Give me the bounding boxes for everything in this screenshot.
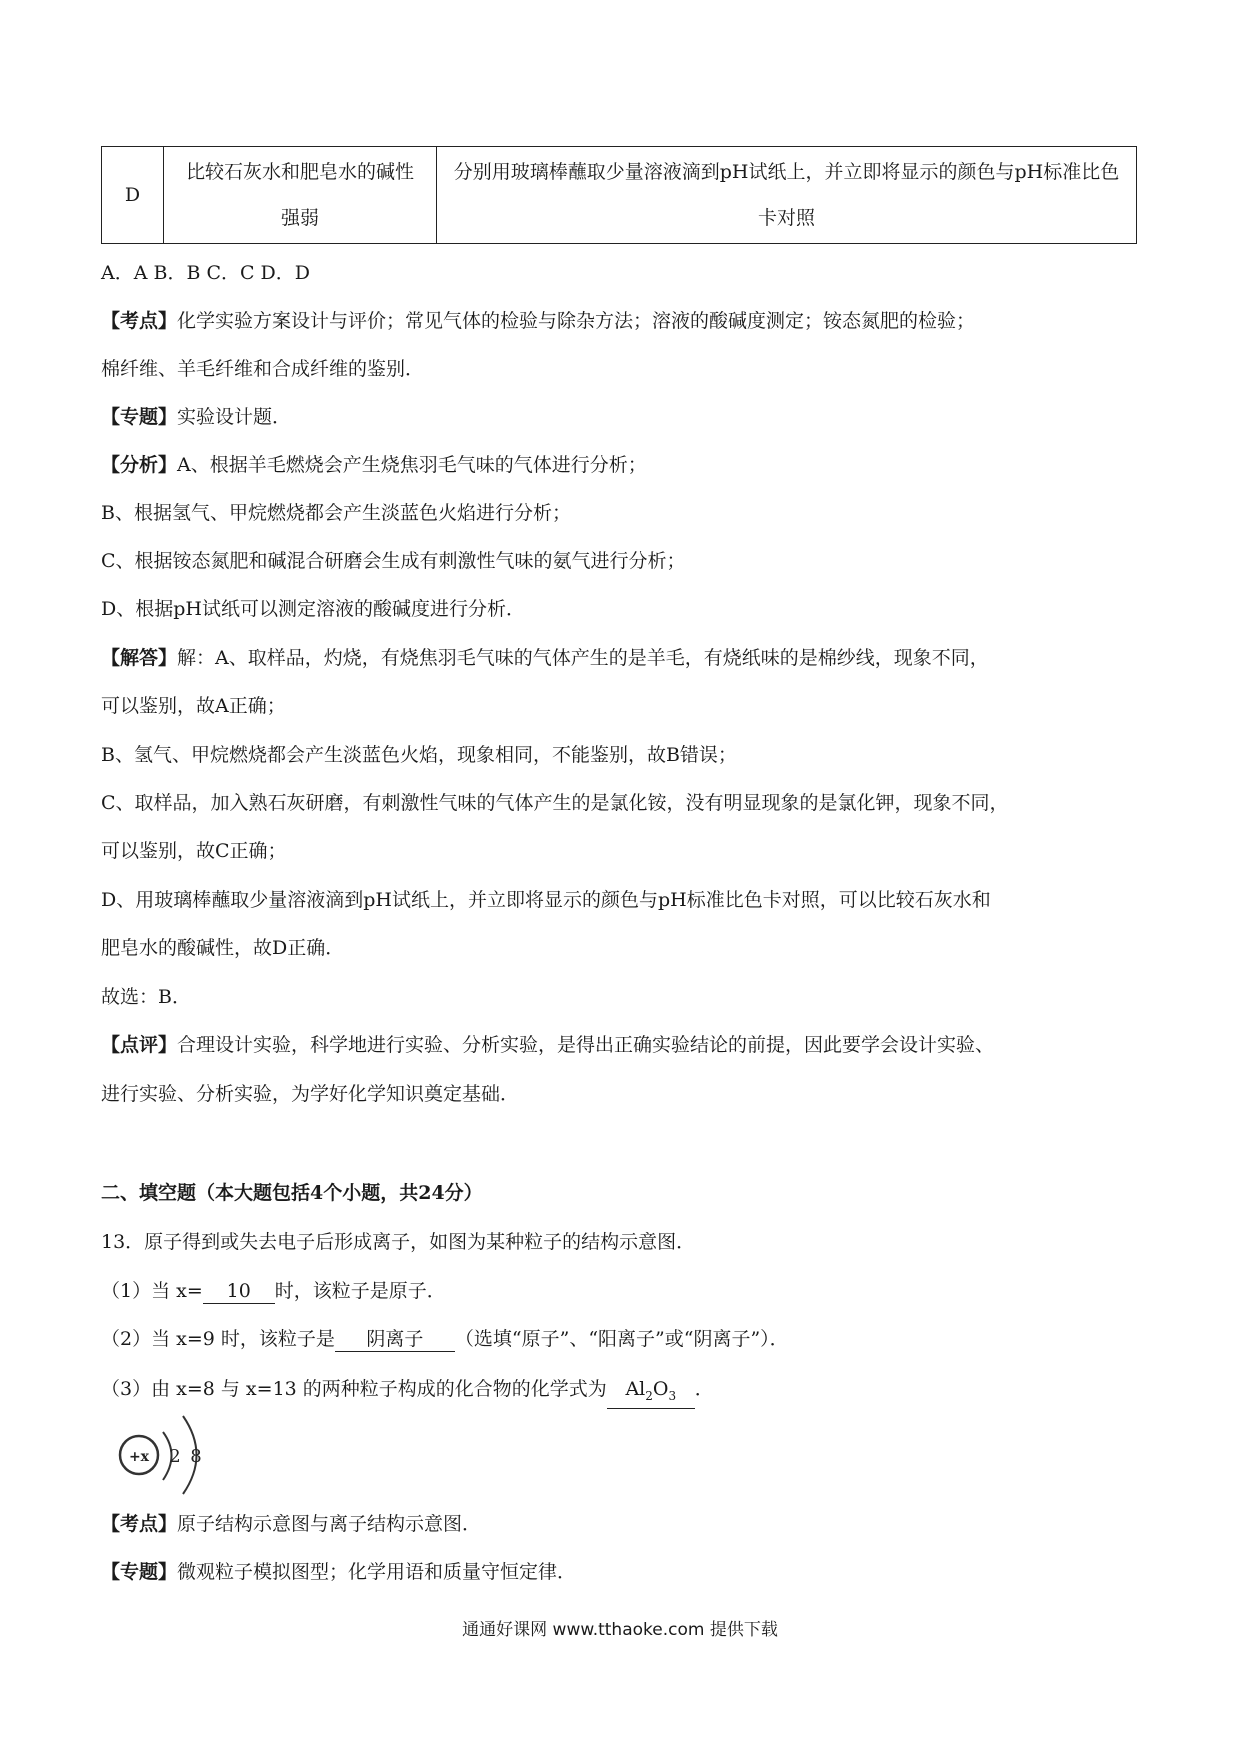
jieda-d2: 肥皂水的酸碱性，故D正确． — [101, 937, 345, 959]
q13-part2 — [101, 1324, 789, 1352]
purpose-cell: 比较石灰水和肥皂水的碱性强弱 — [164, 147, 437, 244]
formula-o: O — [652, 1378, 669, 1400]
p2-answer: 阴离子 — [335, 1327, 455, 1352]
dianping-2: 进行实验、分析实验，为学好化学知识奠定基础． — [101, 1083, 520, 1105]
options-table — [101, 146, 1137, 244]
q13-zhuanti-tag: 【专题】 — [101, 1561, 178, 1583]
jieda-c2: 可以鉴别，故C正确； — [101, 840, 287, 862]
fenxi-line — [101, 450, 647, 477]
nucleus-label: +x — [128, 1449, 150, 1465]
formula-al: Al — [625, 1378, 646, 1400]
row-label: D — [102, 147, 164, 244]
fenxi-tag: 【分析】 — [101, 454, 178, 476]
q13-part3 — [101, 1374, 714, 1409]
fenxi-b: B、根据氢气、甲烷燃烧都会产生淡蓝色火焰进行分析； — [101, 502, 571, 524]
kaodian-text: 化学实验方案设计与评价；常见气体的检验与除杂方法；溶液的酸碱度测定；铵态氮肥的检验； — [177, 310, 976, 332]
fenxi-d: D、根据pH试纸可以测定溶液的酸碱度进行分析． — [101, 598, 525, 620]
jieda-d1: D、用玻璃棒蘸取少量溶液滴到pH试纸上，并立即将显示的颜色与pH标准比色卡对照，可以比较石灰水和 — [101, 889, 991, 911]
kaodian-line-1 — [101, 306, 975, 333]
jieda-tag: 【解答】 — [101, 647, 178, 669]
fenxi-c: C、根据铵态氮肥和碱混合研磨会生成有刺激性气味的氨气进行分析； — [101, 550, 686, 572]
q13-zhuanti — [101, 1557, 576, 1584]
p1-answer: 10 — [203, 1279, 275, 1304]
footer-source: 通通好课网 www.tthaoke.com 提供下载 — [462, 1620, 778, 1640]
answer-choice: 故选：B． — [101, 986, 191, 1008]
fenxi-text: A、根据羊毛燃烧会产生烧焦羽毛气味的气体进行分析； — [177, 454, 647, 476]
q13-kaodian-tag: 【考点】 — [101, 1513, 178, 1535]
kaodian-tag: 【考点】 — [101, 310, 178, 332]
jieda-line — [101, 643, 989, 670]
q13-zhuanti-text: 微观粒子模拟图型；化学用语和质量守恒定律． — [177, 1561, 577, 1583]
dianping-tag: 【点评】 — [101, 1034, 178, 1056]
zhuanti-text: 实验设计题． — [177, 406, 292, 428]
jieda-a1: 解：A、取样品，灼烧，有烧焦羽毛气味的气体产生的是羊毛，有烧纸味的是棉纱线，现象不同， — [177, 647, 989, 669]
q13-kaodian — [101, 1509, 481, 1536]
q13-stem: 13．原子得到或失去电子后形成离子，如图为某种粒子的结构示意图． — [101, 1231, 696, 1253]
p3-answer — [607, 1377, 695, 1409]
p1-pre: （1）当 x= — [101, 1280, 203, 1302]
jieda-b: B、氢气、甲烷燃烧都会产生淡蓝色火焰，现象相同，不能鉴别，故B错误； — [101, 744, 737, 766]
zhuanti-tag: 【专题】 — [101, 406, 178, 428]
formula-sub-2: 3 — [668, 1388, 677, 1403]
dianping-line — [101, 1030, 994, 1057]
table-row — [102, 147, 1137, 244]
jieda-a2: 可以鉴别，故A正确； — [101, 695, 286, 717]
answer-options: A．A B．B C．C D．D — [101, 262, 311, 284]
dianping-text: 合理设计实验，科学地进行实验、分析实验，是得出正确实验结论的前提，因此要学会设计实验、 — [177, 1034, 995, 1056]
zhuanti-line — [101, 402, 291, 429]
particle-structure-diagram — [108, 1410, 218, 1500]
method-cell: 分别用玻璃棒蘸取少量溶液滴到pH试纸上，并立即将显示的颜色与pH标准比色卡对照 — [437, 147, 1137, 244]
p2-pre: （2）当 x=9 时，该粒子是 — [101, 1328, 335, 1350]
section-title: 二、填空题（本大题包括4个小题，共24分） — [101, 1182, 483, 1204]
p3-pre: （3）由 x=8 与 x=13 的两种粒子构成的化合物的化学式为 — [101, 1378, 607, 1400]
q13-kaodian-text: 原子结构示意图与离子结构示意图． — [177, 1513, 482, 1535]
p3-post: ． — [694, 1378, 714, 1400]
shell-2-count: 8 — [190, 1446, 202, 1467]
kaodian-line-2: 棉纤维、羊毛纤维和合成纤维的鉴别． — [101, 358, 425, 380]
p1-post: 时，该粒子是原子． — [274, 1280, 446, 1302]
p2-post: （选填“原子”、“阳离子”或“阴离子”）． — [454, 1328, 789, 1350]
jieda-c1: C、取样品，加入熟石灰研磨，有刺激性气味的气体产生的是氯化铵，没有明显现象的是氯化钾，现象不同， — [101, 792, 1009, 814]
q13-part1 — [101, 1276, 446, 1304]
shell-1-count: 2 — [169, 1446, 181, 1467]
formula-sub-1: 2 — [645, 1388, 653, 1403]
